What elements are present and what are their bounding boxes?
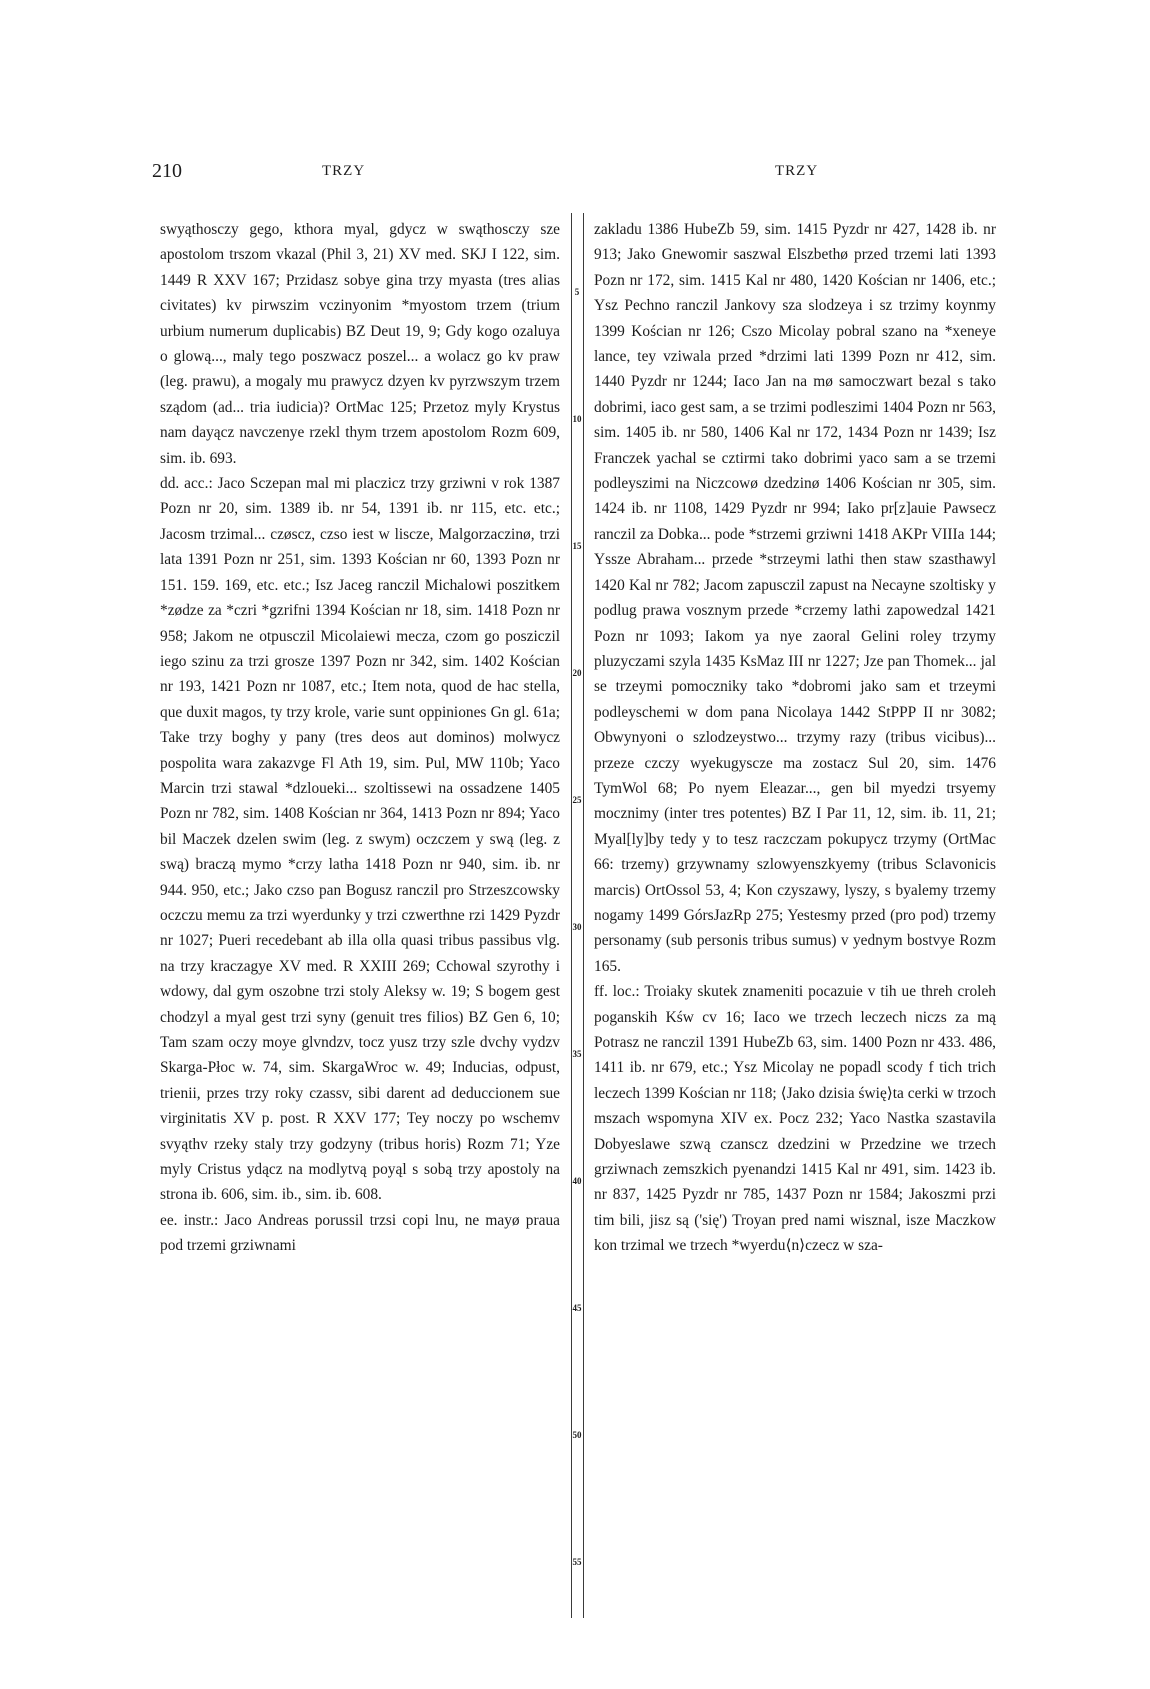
line-number: 55 <box>572 1557 582 1567</box>
page-number: 210 <box>152 160 182 182</box>
line-number: 40 <box>572 1176 582 1186</box>
line-number: 35 <box>572 1049 582 1059</box>
line-number: 10 <box>572 414 582 424</box>
line-number: 45 <box>572 1303 582 1313</box>
line-number: 20 <box>572 668 582 678</box>
entry-paragraph: zakladu 1386 HubeZb 59, sim. 1415 Pyzdr nr 427, 1428 ib. nr 913; Jako Gnewomir saszwal Elszbethø przed trzemi lati 1393 Pozn nr 172, sim. 1415 Kal nr 480, 1420 Kościan nr 1406, etc.; Ysz Pechno ranczil Jankovy sza slodzeya i sz trzimy koynmy 1399 Kościan nr 126; Cszo Micolay pobral szano na *xeneye lance, tey vziwala przed *drzimi lati 1399 Pozn nr 412, sim. 1440 Pyzdr nr 1244; Iaco Jan na mø samoczwart bezal s tako dobrimi, iaco gest sam, a se trzimi podleszimi 1404 Pozn nr 563, sim. 1405 ib. nr 580, 1406 Kal nr 172, 1434 Pozn nr 1439; Isz Franczek yachal se cztirmi tako dobrimi yaco sam a se trzemi podleyszimi na Niczcowø dzedzinø 1406 Kościan nr 305, sim. 1424 ib. nr 1108, 1429 Pyzdr nr 994; Iako pr[z]auie Pawsecz ranczil za Dobka... pode *strzemi grziwni 1418 AKPr VIIIa 144; Yssze Abraham... przede *strzeymi lathi then staw szasthawyl 1420 Kal nr 782; Jacom zapusczil zapust na Necayne szoltisky y podlug prawa vosznym przede *crzemy lathi zapowedzal 1421 Pozn nr 1093; Iakom ya nye zaoral Gelini roley trzymy pluzyczami szyla 1435 KsMaz III nr 1227; Jze pan Thomek... jal se trzeymi pomoczniky tako *dobromi jako sam et trzeymi podleyschemi w dom pana Nicolaya 1442 StPPP II nr 3082; Obwynyoni o szlodzeystwo... trzymy razy (tribus vicibus)... przeze czczy wyekugyscze ma zostacz Sul 20, sim. 1476 TymWol 68; Po nyem Eleazar..., gen bil myedzi trsyemy mocznimy (inter tres potentes) BZ I Par 11, 12, sim. ib. 11, 21; Myal[ly]by tedy y to tesz raczczam pokupycz trzymy (OrtMac 66: trzemy) grzywnamy szlowyenszkyemy (tribus Sclavonicis marcis) OrtOssol 53, 4; Kon czyszawy, lyszy, s byalemy trzemy nogamy 1499 GórsJazRp 275; Yestesmy przed (pro pod) trzemy personamy (sub personis tribus sumus) v yednym bostvye Rozm 165. <box>594 221 996 975</box>
entry-paragraph: ee. instr.: Jaco Andreas porussil trzsi copi lnu, ne mayø praua pod trzemi grziwnami <box>160 1211 560 1255</box>
line-number: 15 <box>572 541 582 551</box>
running-head-right: TRZY <box>775 163 819 179</box>
entry-paragraph: swyąthosczy gego, kthora myal, gdycz w swąthosczy sze apostolom trszom vkazal (Phil 3, 21) XV med. SKJ I 122, sim. 1449 R XXV 167; Przidasz sobye gina trzy myasta (tres alias civitates) kv pirwszim vczinyonim *myostom trzem (trium urbium numerum duplicabis) BZ Deut 19, 9; Gdy kogo ozaluya o glową..., maly tego poszwacz poszel... a wolacz go kv praw (leg. prawu), a mogaly mu prawycz dzyen kv pyrzwszym trzem sządom (ad... tria iudicia)? OrtMac 125; Przetoz myly Krystus nam dayącz navczenye rzekl thym trzem apostolom Rozm 609, sim. ib. 693. <box>160 221 560 467</box>
page-header <box>0 160 1150 190</box>
entry-paragraph: ff. loc.: Troiaky skutek znameniti pocazuie v tih ue threh croleh poganskih Kśw cv 16; Iaco we trzech leczech niczs za mą Potrasz ne ranczil 1391 HubeZb 63, sim. 1400 Pozn nr 433. 486, 1411 ib. nr 679, etc.; Ysz Micolay ne popadl scody f tich trich leczech 1399 Kościan nr 118; ⟨Jako dzisia świę⟩ta cerki w trzoch mszach wspomyna XIV ex. Pocz 232; Yaco Nastka szastavila Dobyeslawe szwą czanscz dzedzini w Przedzine we trzech grziwnach zemszkich pyenandzi 1415 Kal nr 491, sim. 1423 ib. nr 837, 1425 Pyzdr nr 785, 1437 Pozn nr 1584; Jakoszmi przi tim bili, jisz są ('się') Troyan pred nami wisznal, isze Maczkow kon trzimal we trzech *wyerdu⟨n⟩czecz w sza- <box>594 983 996 1255</box>
running-head-left: TRZY <box>322 163 366 179</box>
text-column-left <box>160 217 560 1647</box>
text-column-right <box>594 217 996 1647</box>
line-number: 25 <box>572 795 582 805</box>
line-number: 50 <box>572 1430 582 1440</box>
entry-paragraph: dd. acc.: Jaco Sczepan mal mi placzicz trzy grziwni v rok 1387 Pozn nr 20, sim. 1389 ib. nr 54, 1391 ib. nr 115, etc. etc.; Jacosm trzimal... czøscz, czso iest w liscze, Malgorzaczinø, trzi lata 1391 Pozn nr 251, sim. 1393 Kościan nr 60, 1393 Pozn nr 151. 159. 169, etc. etc.; Isz Jaceg ranczil Michalowi poszitkem *zødze za *czri *gzrifni 1394 Kościan nr 18, sim. 1418 Pozn nr 958; Jakom ne otpusczil Micolaiewi mecza, czom go posziczil iego szinu za trzi grosze 1397 Pozn nr 342, sim. 1402 Kościan nr 193, 1421 Pozn nr 1087, etc.; Item nota, quod de hac stella, que duxit magos, ty trzy krole, varie sunt oppiniones Gn gl. 61a; Take trzy boghy y pany (tres deos aut dominos) molwycz pospolita wara zakazvge Fl Ath 19, sim. Pul, MW 110b; Yaco Marcin trzi stawal *dzloueki... szoltissewi na ossadzene 1405 Pozn nr 782, sim. 1408 Kościan nr 364, 1413 Pozn nr 894; Yaco bil Maczek dzelen swim (leg. z swym) oczczem y swą (leg. z swą) braczą mymo *crzy latha 1418 Pozn nr 940, sim. ib. nr 944. 950, etc.; Jako czso pan Bogusz ranczil pro Strzeszcowsky oczczu memu za trzi wyerdunky y trzi czwerthne rzi 1429 Pyzdr nr 1027; Pueri recedebant ab illa olla quasi tribus passibus vlg. na trzy kraczagye XV med. R XXIII 269; Cchowal szyrothy i wdowy, dal gym oszobne trzi stoly Aleksy w. 19; S bogem gest chodzyl a myal gest trzi syny (genuit tres filios) BZ Gen 6, 10; Tam szam oczy moye glvndzv, tocz yusz trzy szle dvchy vydzv Skarga-Płoc w. 74, sim. SkargaWroc w. 49; Inducias, odpust, trienii, przes trzy roky czassv, sibi darent ad deduccionem sue virginitatis XV p. post. R XXV 177; Tey noczy po wschemv svyąthv rzeky staly trzy godzyny (tribus horis) Rozm 71; Yze myly Cristus ydącz na modlytvą poyąl s sobą trzy apostoly na strona ib. 606, sim. ib., sim. ib. 608. <box>160 475 560 1204</box>
line-number: 5 <box>574 287 580 297</box>
line-number: 30 <box>572 922 582 932</box>
